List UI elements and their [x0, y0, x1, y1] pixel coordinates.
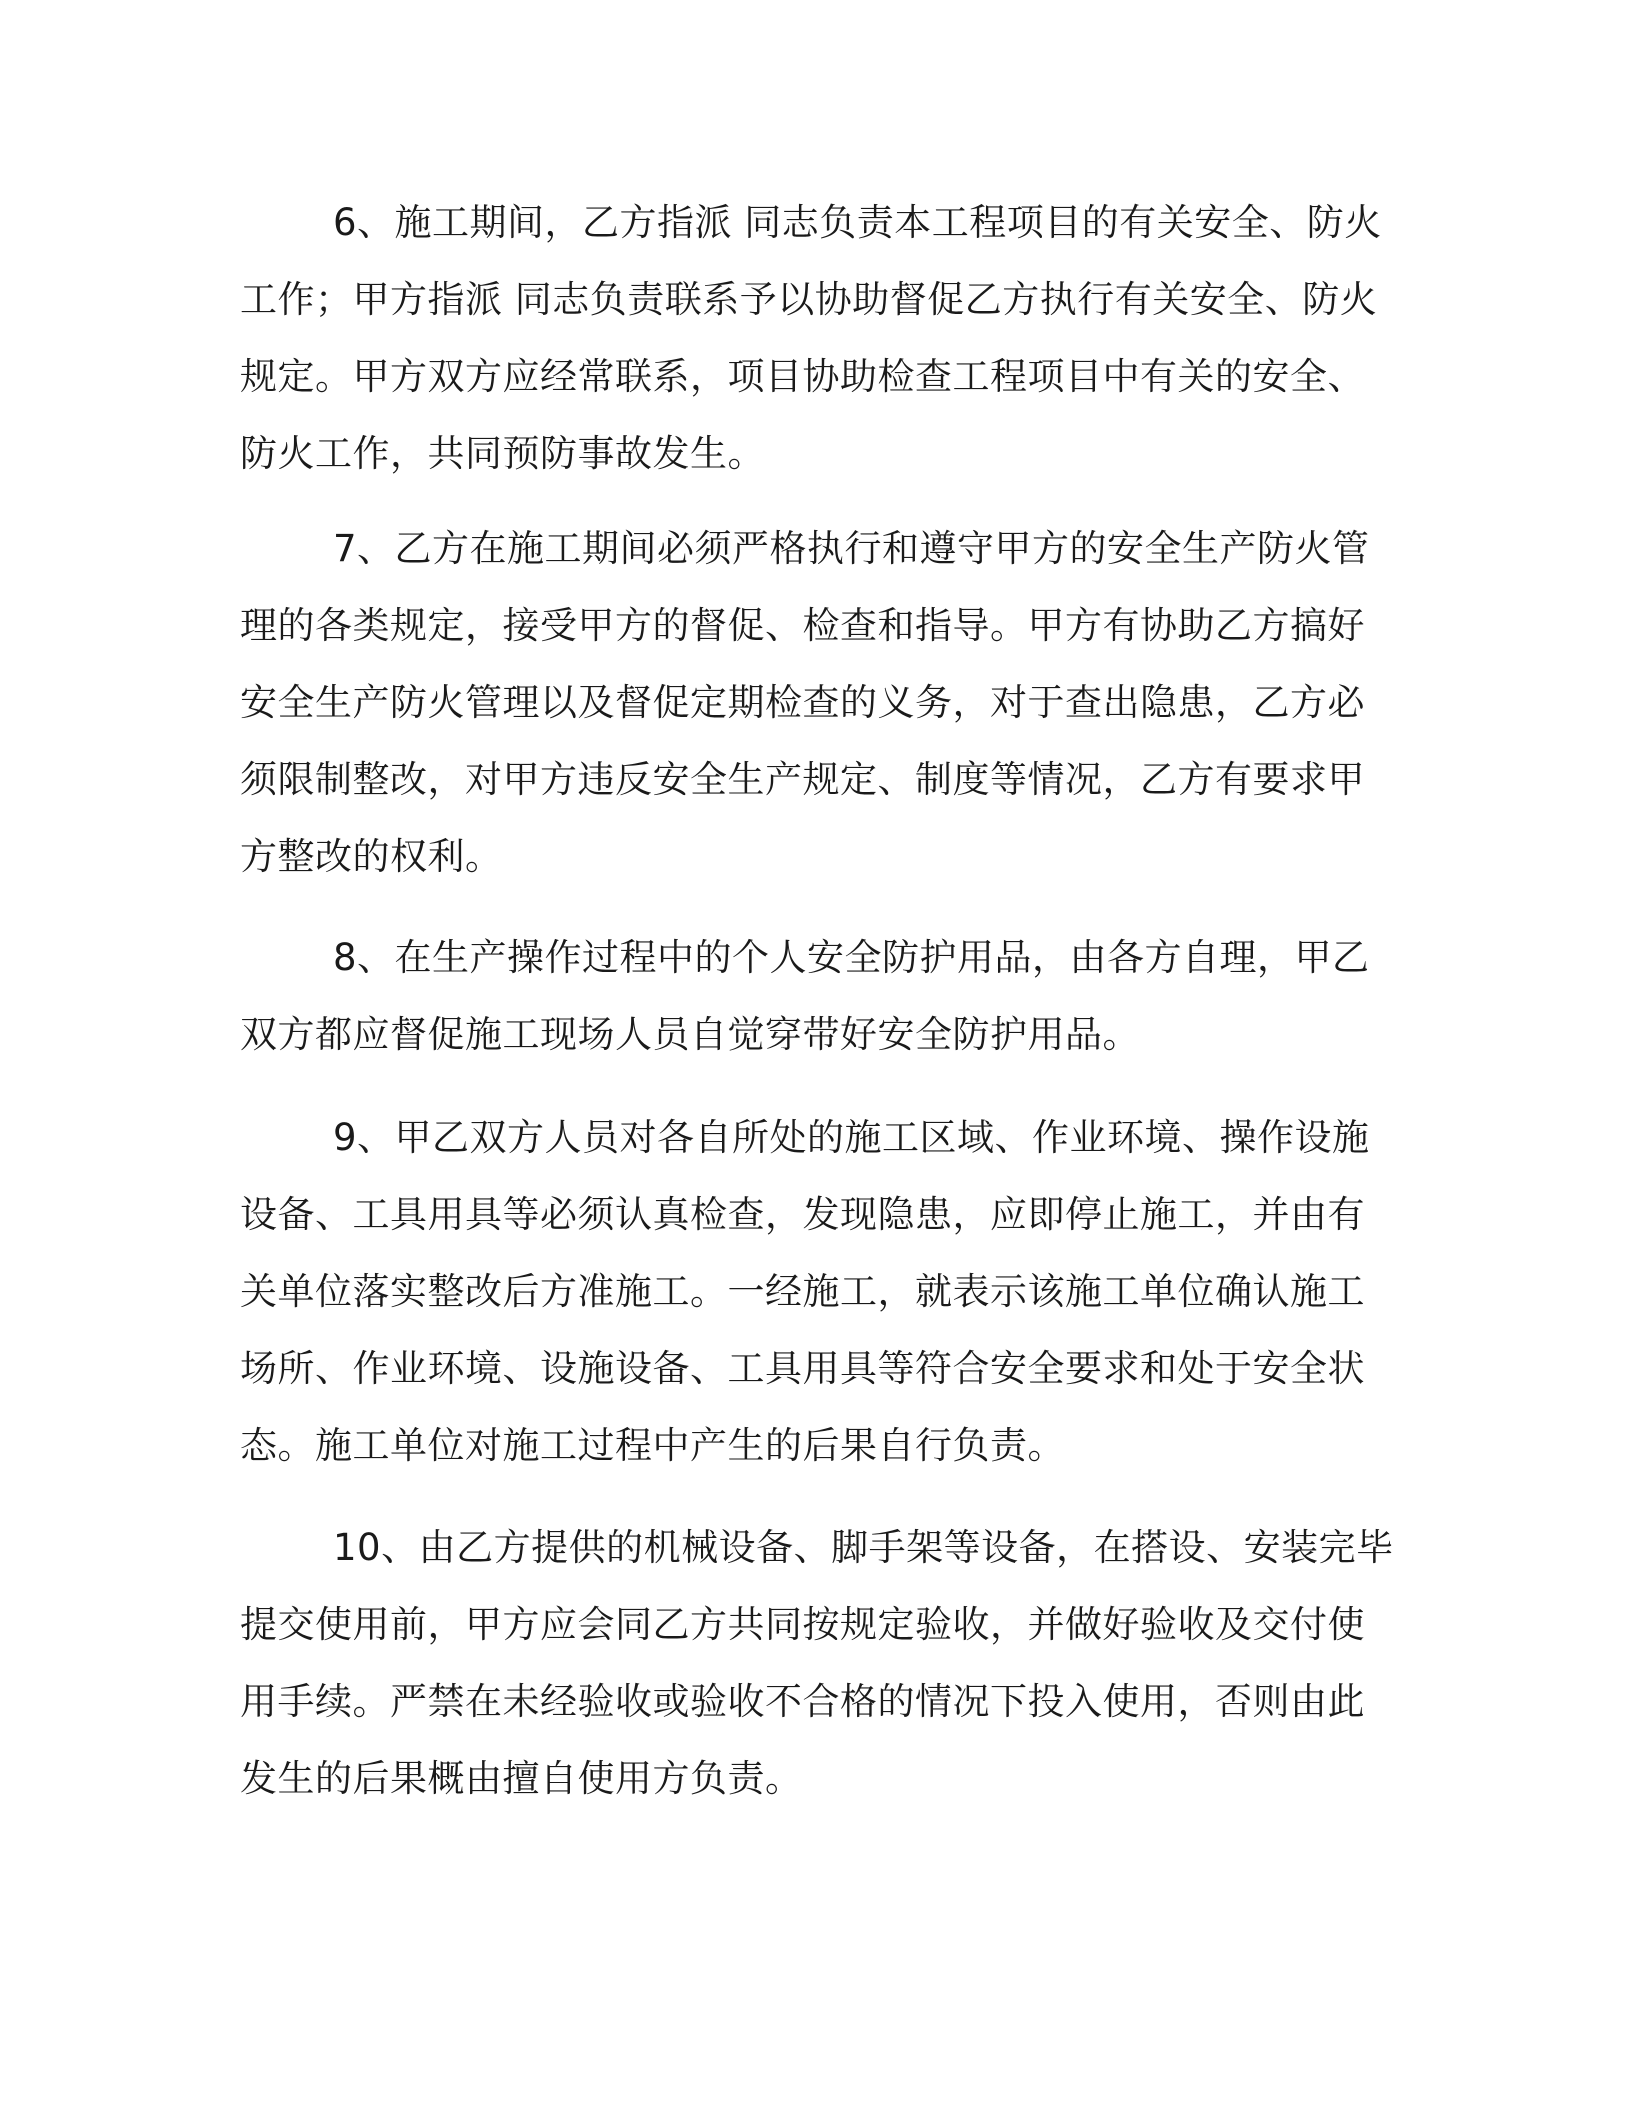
paragraph-line: 双方都应督促施工现场人员自觉穿带好安全防护用品。 [240, 1013, 1140, 1056]
paragraph-line: 场所、作业环境、设施设备、工具用具等符合安全要求和处于安全状 [240, 1347, 1365, 1390]
paragraph-line: 理的各类规定，接受甲方的督促、检查和指导。甲方有协助乙方搞好 [240, 604, 1365, 647]
paragraph-line: 安全生产防火管理以及督促定期检查的义务，对于查出隐患，乙方必 [240, 681, 1365, 724]
paragraph-line: 关单位落实整改后方准施工。一经施工，就表示该施工单位确认施工 [240, 1270, 1365, 1313]
paragraph-line: 8、在生产操作过程中的个人安全防护用品，由各方自理，甲乙 [333, 936, 1370, 979]
paragraph-line: 10、由乙方提供的机械设备、脚手架等设备，在搭设、安装完毕 [333, 1526, 1394, 1569]
paragraph-line: 9、甲乙双方人员对各自所处的施工区域、作业环境、操作设施 [333, 1116, 1370, 1159]
paragraph-line: 方整改的权利。 [240, 835, 503, 878]
paragraph-line: 设备、工具用具等必须认真检查，发现隐患，应即停止施工，并由有 [240, 1193, 1365, 1236]
paragraph-line: 用手续。严禁在未经验收或验收不合格的情况下投入使用，否则由此 [240, 1680, 1365, 1723]
paragraph-line: 态。施工单位对施工过程中产生的后果自行负责。 [240, 1424, 1065, 1467]
paragraph-line: 发生的后果概由擅自使用方负责。 [240, 1757, 803, 1800]
paragraph-line: 须限制整改，对甲方违反安全生产规定、制度等情况，乙方有要求甲 [240, 758, 1365, 801]
paragraph-line: 防火工作，共同预防事故发生。 [240, 432, 765, 475]
paragraph-line: 7、乙方在施工期间必须严格执行和遵守甲方的安全生产防火管 [333, 527, 1370, 570]
paragraph-line: 6、施工期间，乙方指派 同志负责本工程项目的有关安全、防火 [333, 201, 1382, 244]
paragraph-line: 提交使用前，甲方应会同乙方共同按规定验收，并做好验收及交付使 [240, 1603, 1365, 1646]
paragraph-line: 工作；甲方指派 同志负责联系予以协助督促乙方执行有关安全、防火 [240, 278, 1378, 321]
paragraph-line: 规定。甲方双方应经常联系，项目协助检查工程项目中有关的安全、 [240, 355, 1365, 398]
